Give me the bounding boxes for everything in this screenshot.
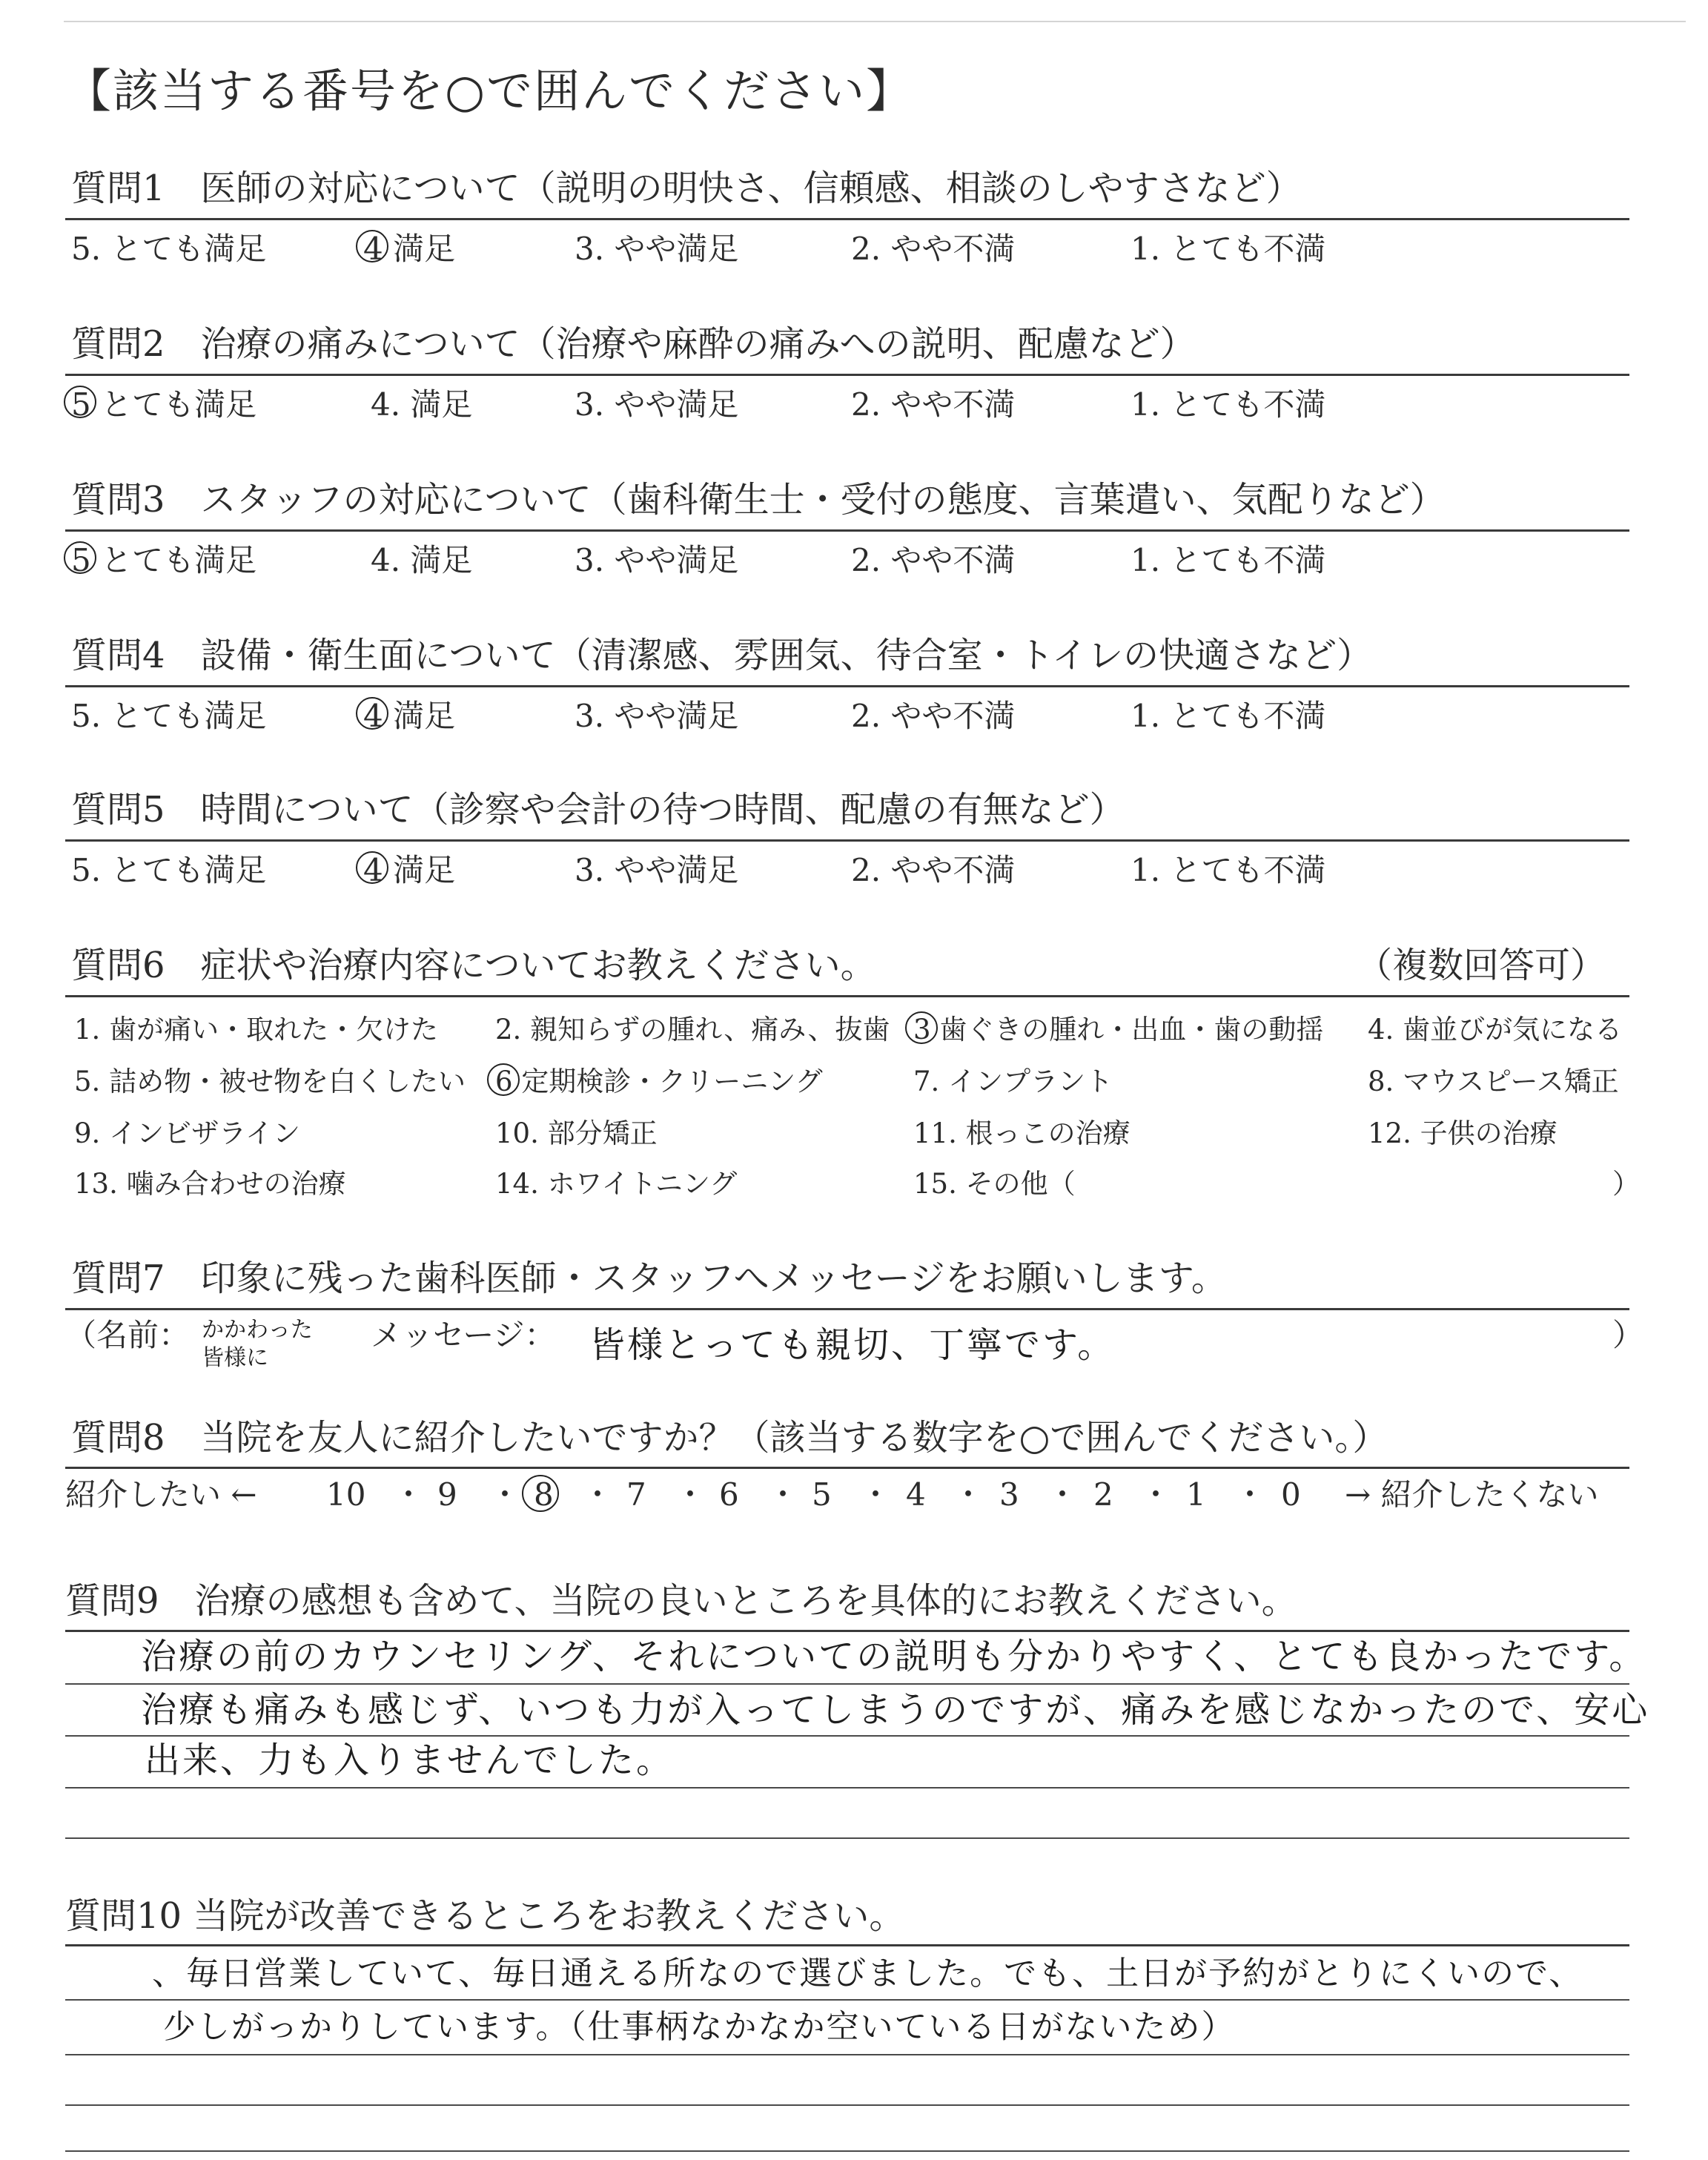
q6-item-7[interactable]: 7. インプラント: [913, 1066, 1113, 1097]
q6-item-6-circle: [487, 1063, 520, 1096]
q5-title: 質問5 時間について（診察や会計の待つ時間、配慮の有無など）: [71, 789, 1125, 830]
q4-selection-circle: [356, 697, 388, 730]
q5-option-5[interactable]: 5. とても満足: [71, 852, 267, 888]
q2-option-5-number: 5: [71, 386, 91, 423]
q9-writing-line: [65, 1837, 1629, 1839]
q4-option-2[interactable]: 2. やや不満: [851, 698, 1016, 734]
q1-rule: [65, 218, 1629, 220]
q8-dot: ・: [767, 1476, 799, 1513]
q6-item-6[interactable]: [495, 1068, 823, 1095]
q2-option-5-label: とても満足: [101, 386, 257, 423]
q8-score-10[interactable]: 10: [326, 1476, 366, 1513]
q9-writing-line: [65, 1787, 1629, 1789]
q9-title: 質問9 治療の感想も含めて、当院の良いところを具体的にお教えください。: [65, 1580, 1297, 1622]
q2-option-2[interactable]: 2. やや不満: [851, 386, 1016, 423]
q8-left-label: 紹介したい ←: [65, 1476, 257, 1513]
q5-option-3[interactable]: 3. やや満足: [575, 852, 739, 888]
q2-option-1[interactable]: 1. とても不満: [1131, 386, 1326, 423]
q7-message-value[interactable]: 皆様とっても親切、丁寧です。: [589, 1324, 1116, 1366]
q5-selection-circle: [356, 851, 388, 884]
q6-item-15-close: ）: [1612, 1168, 1640, 1200]
q10-writing-line: [65, 2054, 1629, 2055]
q6-item-11[interactable]: 11. 根っこの治療: [913, 1117, 1131, 1149]
q4-option-3[interactable]: 3. やや満足: [575, 698, 739, 734]
q4-option-4-number: 4: [363, 698, 383, 734]
q8-score-1[interactable]: 1: [1186, 1476, 1206, 1513]
q3-selection-circle: [64, 541, 96, 574]
q6-item-6-number: 6: [495, 1066, 513, 1097]
q8-dot: ・: [1140, 1476, 1172, 1513]
q6-item-14[interactable]: 14. ホワイトニング: [495, 1168, 738, 1200]
q8-selection-circle: [522, 1475, 559, 1512]
q6-item-8[interactable]: 8. マウスピース矯正: [1368, 1066, 1619, 1097]
q7-close-paren: ）: [1612, 1317, 1644, 1353]
q9-writing-line: [65, 1735, 1629, 1737]
form-heading: 【該当する番号を○で囲んでください】: [65, 64, 914, 118]
q6-item-13[interactable]: 13. 噛み合わせの治療: [74, 1168, 346, 1200]
q10-answer-line-1[interactable]: 、毎日営業していて、毎日通える所なので選びました。でも、土日が予約がとりにくいので、: [152, 1955, 1583, 1992]
q6-item-3[interactable]: [913, 1014, 1324, 1046]
q6-item-3-circle: [905, 1011, 938, 1044]
q6-item-3-label: 歯ぐきの腫れ・出血・歯の動揺: [939, 1014, 1324, 1046]
q3-option-2[interactable]: 2. やや不満: [851, 542, 1016, 578]
q6-item-2[interactable]: 2. 親知らずの腫れ、痛み、抜歯: [495, 1014, 890, 1046]
q6-item-3-number: 3: [913, 1014, 931, 1046]
q8-dot: ・: [489, 1476, 521, 1513]
q5-option-1[interactable]: 1. とても不満: [1131, 852, 1326, 888]
q5-option-4-number: 4: [363, 852, 383, 888]
q5-option-2[interactable]: 2. やや不満: [851, 852, 1016, 888]
q6-item-15[interactable]: 15. その他（: [913, 1168, 1076, 1200]
q10-writing-line: [65, 2104, 1629, 2106]
q4-title: 質問4 設備・衛生面について（清潔感、雰囲気、待合室・トイレの快適さなど）: [71, 635, 1373, 676]
q7-name-line2: 皆様に: [202, 1345, 268, 1371]
q9-rule: [65, 1630, 1629, 1632]
q8-score-3[interactable]: 3: [999, 1476, 1019, 1513]
q10-answer-line-2[interactable]: 少しがっかりしています。（仕事柄なかなか空いている日がないため）: [163, 2008, 1236, 2046]
q8-score-0[interactable]: 0: [1281, 1476, 1301, 1513]
q9-answer-line-2[interactable]: 治療も痛みも感じず、いつも力が入ってしまうのですが、痛みを感じなかったので、安心: [141, 1689, 1650, 1731]
q3-option-3[interactable]: 3. やや満足: [575, 542, 739, 578]
q2-option-3[interactable]: 3. やや満足: [575, 386, 739, 423]
q3-title: 質問3 スタッフの対応について（歯科衛生士・受付の態度、言葉遣い、気配りなど）: [71, 479, 1446, 521]
q4-rule: [65, 685, 1629, 687]
q1-option-4-label: 満足: [393, 231, 456, 267]
q8-dot: ・: [393, 1476, 425, 1513]
q10-writing-line: [65, 1999, 1629, 2001]
q9-answer-line-3[interactable]: 出来、力も入りませんでした。: [145, 1740, 675, 1781]
q8-score-9[interactable]: 9: [437, 1476, 457, 1513]
q8-score-6[interactable]: 6: [719, 1476, 739, 1513]
q6-item-4[interactable]: 4. 歯並びが気になる: [1368, 1014, 1623, 1046]
q8-score-4[interactable]: 4: [906, 1476, 926, 1513]
q6-multiple-note: （複数回答可）: [1357, 945, 1606, 986]
q7-message-label: メッセージ：: [371, 1317, 556, 1353]
q4-option-4-label: 満足: [393, 698, 456, 734]
q6-item-5[interactable]: 5. 詰め物・被せ物を白くしたい: [74, 1066, 466, 1097]
q6-rule: [65, 995, 1629, 997]
q9-answer-line-1[interactable]: 治療の前のカウンセリング、それについての説明も分かりやすく、とても良かったです。: [141, 1636, 1647, 1677]
q8-title: 質問8 当院を友人に紹介したいですか？（該当する数字を○で囲んでください。）: [71, 1417, 1388, 1459]
q8-score-8[interactable]: 8: [534, 1476, 554, 1513]
q8-dot: ・: [1047, 1476, 1079, 1513]
q9-writing-line: [65, 1683, 1629, 1685]
q3-option-4[interactable]: 4. 満足: [371, 542, 473, 578]
q1-option-4-number: 4: [363, 231, 383, 267]
q8-dot: ・: [953, 1476, 984, 1513]
q3-option-5-label: とても満足: [101, 542, 257, 578]
q8-dot: ・: [860, 1476, 892, 1513]
q2-option-5[interactable]: [71, 386, 257, 423]
q1-option-3[interactable]: 3. やや満足: [575, 231, 739, 267]
q7-name-line1: かかわった: [202, 1317, 313, 1343]
top-border: [64, 21, 1686, 22]
q5-option-4-label: 満足: [393, 852, 456, 888]
q7-rule: [65, 1308, 1629, 1310]
q6-item-12[interactable]: 12. 子供の治療: [1368, 1117, 1558, 1149]
q7-name-label: （名前：: [65, 1317, 191, 1353]
q10-rule: [65, 1944, 1629, 1946]
q1-option-5[interactable]: 5. とても満足: [71, 231, 267, 267]
q8-score-2[interactable]: 2: [1093, 1476, 1113, 1513]
q8-rule: [65, 1467, 1629, 1469]
q8-dot: ・: [675, 1476, 706, 1513]
q6-item-6-label: 定期検診・クリーニング: [521, 1066, 823, 1097]
q1-option-2[interactable]: 2. やや不満: [851, 231, 1016, 267]
q2-selection-circle: [64, 386, 96, 418]
q1-selection-circle: [356, 230, 388, 262]
q6-item-1[interactable]: 1. 歯が痛い・取れた・欠けた: [74, 1014, 439, 1046]
q3-option-1[interactable]: 1. とても不満: [1131, 542, 1326, 578]
q8-score-5[interactable]: 5: [812, 1476, 832, 1513]
q8-score-7[interactable]: 7: [626, 1476, 646, 1513]
q2-title: 質問2 治療の痛みについて（治療や麻酔の痛みへの説明、配慮など）: [71, 323, 1196, 365]
q4-option-5[interactable]: 5. とても満足: [71, 698, 267, 734]
q1-option-1[interactable]: 1. とても不満: [1131, 231, 1326, 267]
q4-option-1[interactable]: 1. とても不満: [1131, 698, 1326, 734]
q8-dot: ・: [582, 1476, 614, 1513]
q6-title: 質問6 症状や治療内容についてお教えください。: [71, 945, 876, 986]
q8-right-label: → 紹介したくない: [1345, 1476, 1599, 1513]
q2-option-4[interactable]: 4. 満足: [371, 386, 473, 423]
q7-title: 質問7 印象に残った歯科医師・スタッフへメッセージをお願いします。: [71, 1258, 1227, 1299]
q2-rule: [65, 374, 1629, 376]
q3-rule: [65, 529, 1629, 532]
q10-title: 質問10 当院が改善できるところをお教えください。: [65, 1895, 905, 1937]
q5-rule: [65, 839, 1629, 842]
q6-item-9[interactable]: 9. インビザライン: [74, 1117, 300, 1149]
q6-item-10[interactable]: 10. 部分矯正: [495, 1117, 658, 1149]
q10-writing-line: [65, 2150, 1629, 2152]
q1-title: 質問1 医師の対応について（説明の明快さ、信頼感、相談のしやすさなど）: [71, 168, 1302, 209]
q8-dot: ・: [1234, 1476, 1266, 1513]
q3-option-5[interactable]: [71, 542, 257, 578]
q3-option-5-number: 5: [71, 542, 91, 578]
